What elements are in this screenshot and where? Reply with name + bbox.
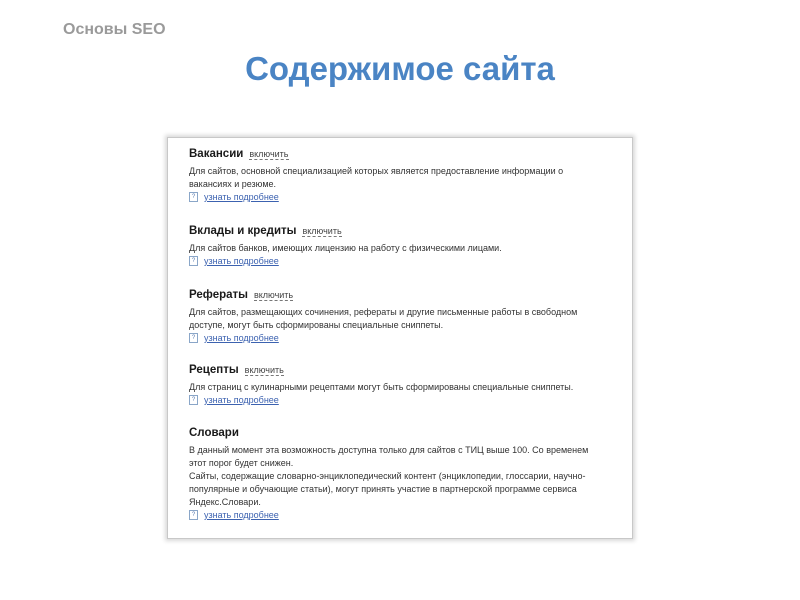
- section-dictionaries: [189, 427, 622, 521]
- section-description-line: Яндекс.Словари.: [189, 497, 261, 507]
- settings-panel-screenshot: [167, 137, 633, 539]
- learn-more-link[interactable]: узнать подробнее: [204, 395, 279, 405]
- enable-link[interactable]: включить: [302, 226, 342, 236]
- question-icon: ?: [189, 333, 198, 343]
- learn-more-link[interactable]: узнать подробнее: [204, 510, 279, 520]
- section-title: Рефераты: [189, 289, 248, 301]
- section-deposits-credits: [189, 225, 622, 267]
- section-description-line: доступе, могут быть сформированы специальные сниппеты.: [189, 320, 444, 330]
- slide-title: Содержимое сайта: [245, 50, 555, 87]
- learn-more-row: [189, 332, 622, 344]
- section-description-line: вакансиях и резюме.: [189, 179, 277, 189]
- learn-more-row: [189, 191, 622, 203]
- enable-link[interactable]: включить: [244, 365, 284, 375]
- section-description-line: Для сайтов, основной специализацией которых является предоставление информации о: [189, 166, 564, 176]
- section-vacancies: [189, 148, 622, 203]
- section-essays: [189, 289, 622, 344]
- section-recipes: [189, 364, 622, 406]
- section-title: Словари: [189, 427, 239, 439]
- section-title: Вклады и кредиты: [189, 225, 297, 237]
- section-description-line: Для сайтов банков, имеющих лицензию на работу с физическими лицами.: [189, 243, 502, 253]
- section-description-line: популярные и обучающие статьи), могут принять участие в партнерской программе сервиса: [189, 484, 577, 494]
- section-header: [189, 364, 622, 380]
- enable-link[interactable]: включить: [253, 290, 294, 300]
- enable-link[interactable]: включить: [249, 149, 289, 159]
- section-description-line: Для страниц с кулинарными рецептами могут быть сформированы специальные сниппеты.: [189, 382, 574, 392]
- learn-more-link[interactable]: узнать подробнее: [204, 192, 279, 202]
- learn-more-row: [189, 255, 622, 267]
- question-icon: ?: [189, 192, 198, 202]
- section-description-line: В данный момент эта возможность доступна только для сайтов с ТИЦ выше 100. Со временем: [189, 445, 589, 455]
- section-description-line: этот порог будет снижен.: [189, 458, 294, 468]
- section-header: [189, 427, 622, 443]
- section-title: Вакансии: [189, 148, 244, 160]
- section-header: [189, 289, 622, 305]
- question-icon: ?: [189, 395, 198, 405]
- question-icon: ?: [189, 256, 198, 266]
- deck-title: Основы SEO: [63, 21, 166, 38]
- section-header: [189, 225, 622, 241]
- section-title: Рецепты: [189, 364, 239, 376]
- learn-more-link[interactable]: узнать подробнее: [204, 256, 279, 266]
- section-description-line: Сайты, содержащие словарно-энциклопедический контент (энциклопедии, глоссарии, научно-: [189, 471, 586, 481]
- section-header: [189, 148, 622, 164]
- section-description-line: Для сайтов, размещающих сочинения, рефераты и другие письменные работы в свободном: [189, 307, 578, 317]
- learn-more-row: [189, 394, 622, 406]
- question-icon: ?: [189, 510, 198, 520]
- learn-more-link[interactable]: узнать подробнее: [204, 333, 279, 343]
- learn-more-row: [189, 509, 622, 521]
